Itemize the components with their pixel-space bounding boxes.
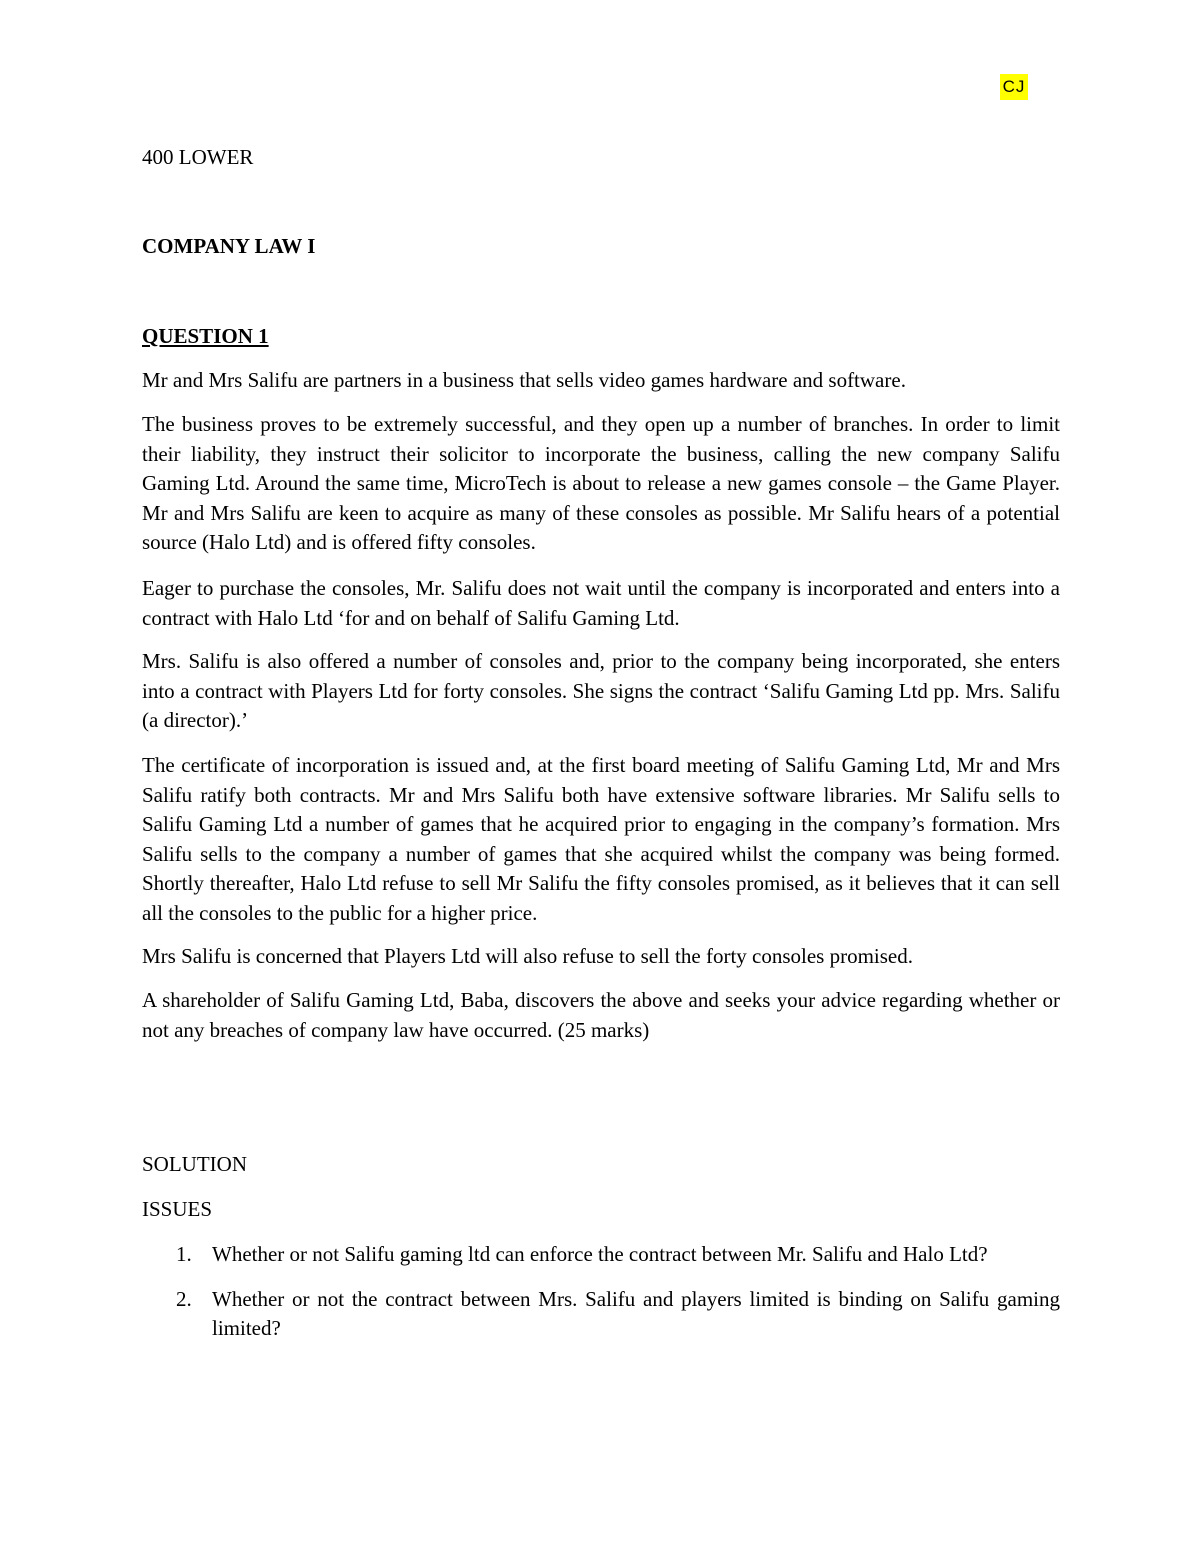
paragraph-shareholder: A shareholder of Salifu Gaming Ltd, Baba, discovers the above and seeks your advice regarding whether or not any breaches of company law have occurred. (25 marks) [142,988,1060,1042]
list-item [142,1240,1060,1270]
question-heading: QUESTION 1 [142,324,269,348]
paragraph-incorporation: The certificate of incorporation is issued and, at the first board meeting of Salifu Gaming Ltd, Mr and Mrs Salifu ratify both contracts. Mr and Mrs Salifu both have extensive software libraries. Mr Salifu sells to Salifu Gaming Ltd a number of games that he acquired prior to engaging in the company’s formation. Mrs Salifu sells to the company a number of games that she acquired whilst the company was being formed. Shortly thereafter, Halo Ltd refuse to sell Mr Salifu the fifty consoles promised, as it believes that it can sell all the consoles to the public for a higher price. [142,753,1060,925]
paragraph-intro: Mr and Mrs Salifu are partners in a business that sells video games hardware and software. [142,368,906,392]
list-item-text: Whether or not the contract between Mrs. Salifu and players limited is binding on Salifu gaming limited? [212,1286,1060,1340]
highlighted-initials-tag: CJ [1000,74,1028,100]
issues-heading: ISSUES [142,1197,213,1221]
solution-heading: SOLUTION [142,1152,247,1176]
paragraph-players-contract: Mrs. Salifu is also offered a number of consoles and, prior to the company being incorporated, she enters into a contract with Players Ltd for forty consoles. She signs the contract ‘Salifu Gaming Ltd pp. Mrs. Salifu (a director).’ [142,649,1060,732]
level-label: 400 LOWER [142,145,254,169]
issues-list [142,1240,1060,1344]
paragraph-concern: Mrs Salifu is concerned that Players Ltd will also refuse to sell the forty consoles promised. [142,944,914,968]
list-item-number: 1. [176,1242,192,1266]
paragraph-halo-contract: Eager to purchase the consoles, Mr. Salifu does not wait until the company is incorporated and enters into a contract with Halo Ltd ‘for and on behalf of Salifu Gaming Ltd. [142,576,1060,630]
list-item-text: Whether or not Salifu gaming ltd can enforce the contract between Mr. Salifu and Halo Ltd? [212,1242,988,1266]
list-item [142,1285,1060,1344]
list-item-number: 2. [176,1286,192,1311]
paragraph-background: The business proves to be extremely successful, and they open up a number of branches. In order to limit their liability, they instruct their solicitor to incorporate the business, calling the new company Salifu Gaming Ltd. Around the same time, MicroTech is about to release a new games console – the Game Player. Mr and Mrs Salifu are keen to acquire as many of these consoles as possible. Mr Salifu hears of a potential source (Halo Ltd) and is offered fifty consoles. [142,412,1060,554]
course-title: COMPANY LAW I [142,234,316,258]
